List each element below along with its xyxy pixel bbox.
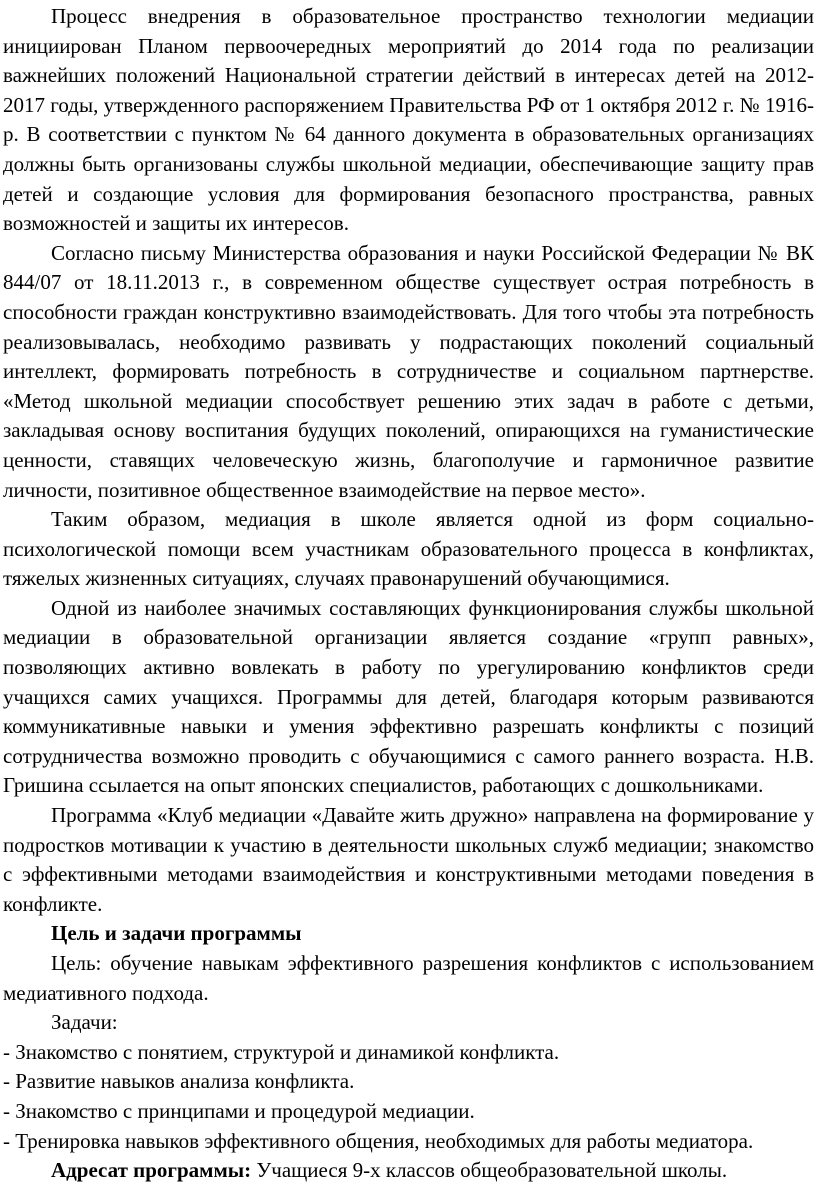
paragraph-program-description: Программа «Клуб медиации «Давайте жить дружно» направлена на формирование у подростков мотивации к участию в деятельности школьных служб медиации; знакомство с эффективными методами взаимодействия и конструктивными методами поведения в конфликте. [3, 803, 814, 916]
tasks-label: Задачи: [51, 1010, 118, 1035]
task-item: - Знакомство с понятием, структурой и динамикой конфликта. [3, 1039, 560, 1064]
audience-value: Учащиеся 9-х классов общеобразовательной школы. [251, 1158, 728, 1183]
section-heading-goals-tasks: Цель и задачи программы [51, 921, 302, 946]
audience-label: Адресат программы: [51, 1158, 252, 1183]
paragraph-ministry-letter: Согласно письму Министерства образования и науки Российской Федерации № ВК 844/07 от 18.11.2013 г., в современном обществе существует острая потребность в способности граждан конструктивно взаимодействовать. Для того чтобы эта потребность реализовывалась, необходимо развивать у подрастающих поколений социальный интеллект, формировать потребность в сотрудничестве и социальном партнерстве. «Метод школьной медиации способствует решению этих задач в работе с детьми, закладывая основу воспитания будущих поколений, опирающихся на гуманистические ценности, ставящих человеческую жизнь, благополучие и гармоничное развитие личности, позитивное общественное взаимодействие на первое место». [3, 240, 814, 502]
task-item: - Развитие навыков анализа конфликта. [3, 1069, 355, 1094]
task-item: - Тренировка навыков эффективного общения, необходимых для работы медиатора. [3, 1128, 754, 1153]
paragraph-mediation-definition: Таким образом, медиация в школе является одной из форм социально-психологической помощи всем участникам образовательного процесса в конфликтах, тяжелых жизненных ситуациях, случаях правонарушений обучающимися. [3, 507, 814, 591]
paragraph-audience [3, 1156, 814, 1186]
paragraph-mediation-introduction: Процесс внедрения в образовательное пространство технологии медиации инициирован Планом первоочередных мероприятий до 2014 года по реализации важнейших положений Национальной стратегии действий в интересах детей на 2012-2017 годы, утвержденного распоряжением Правительства РФ от 1 октября 2012 г. № 1916-р. В соответствии с пунктом № 64 данного документа в образовательных организациях должны быть организованы службы школьной медиации, обеспечивающие защиту прав детей и создающие условия для формирования безопасного пространства, равных возможностей и защиты их интересов. [3, 4, 814, 236]
paragraph-peer-groups: Одной из наиболее значимых составляющих функционирования службы школьной медиации в образовательной организации является создание «групп равных», позволяющих активно вовлекать в работу по урегулированию конфликтов среди учащихся самих учащихся. Программы для детей, благодаря которым развиваются коммуникативные навыки и умения эффективно разрешать конфликты с позиций сотрудничества возможно проводить с обучающимися с самого раннего возраста. Н.В. Гришина ссылается на опыт японских специалистов, работающих с дошкольниками. [3, 595, 814, 798]
task-item: - Знакомство с принципами и процедурой медиации. [3, 1098, 475, 1123]
paragraph-goal: Цель: обучение навыкам эффективного разрешения конфликтов с использованием медиативного подхода. [3, 951, 814, 1005]
